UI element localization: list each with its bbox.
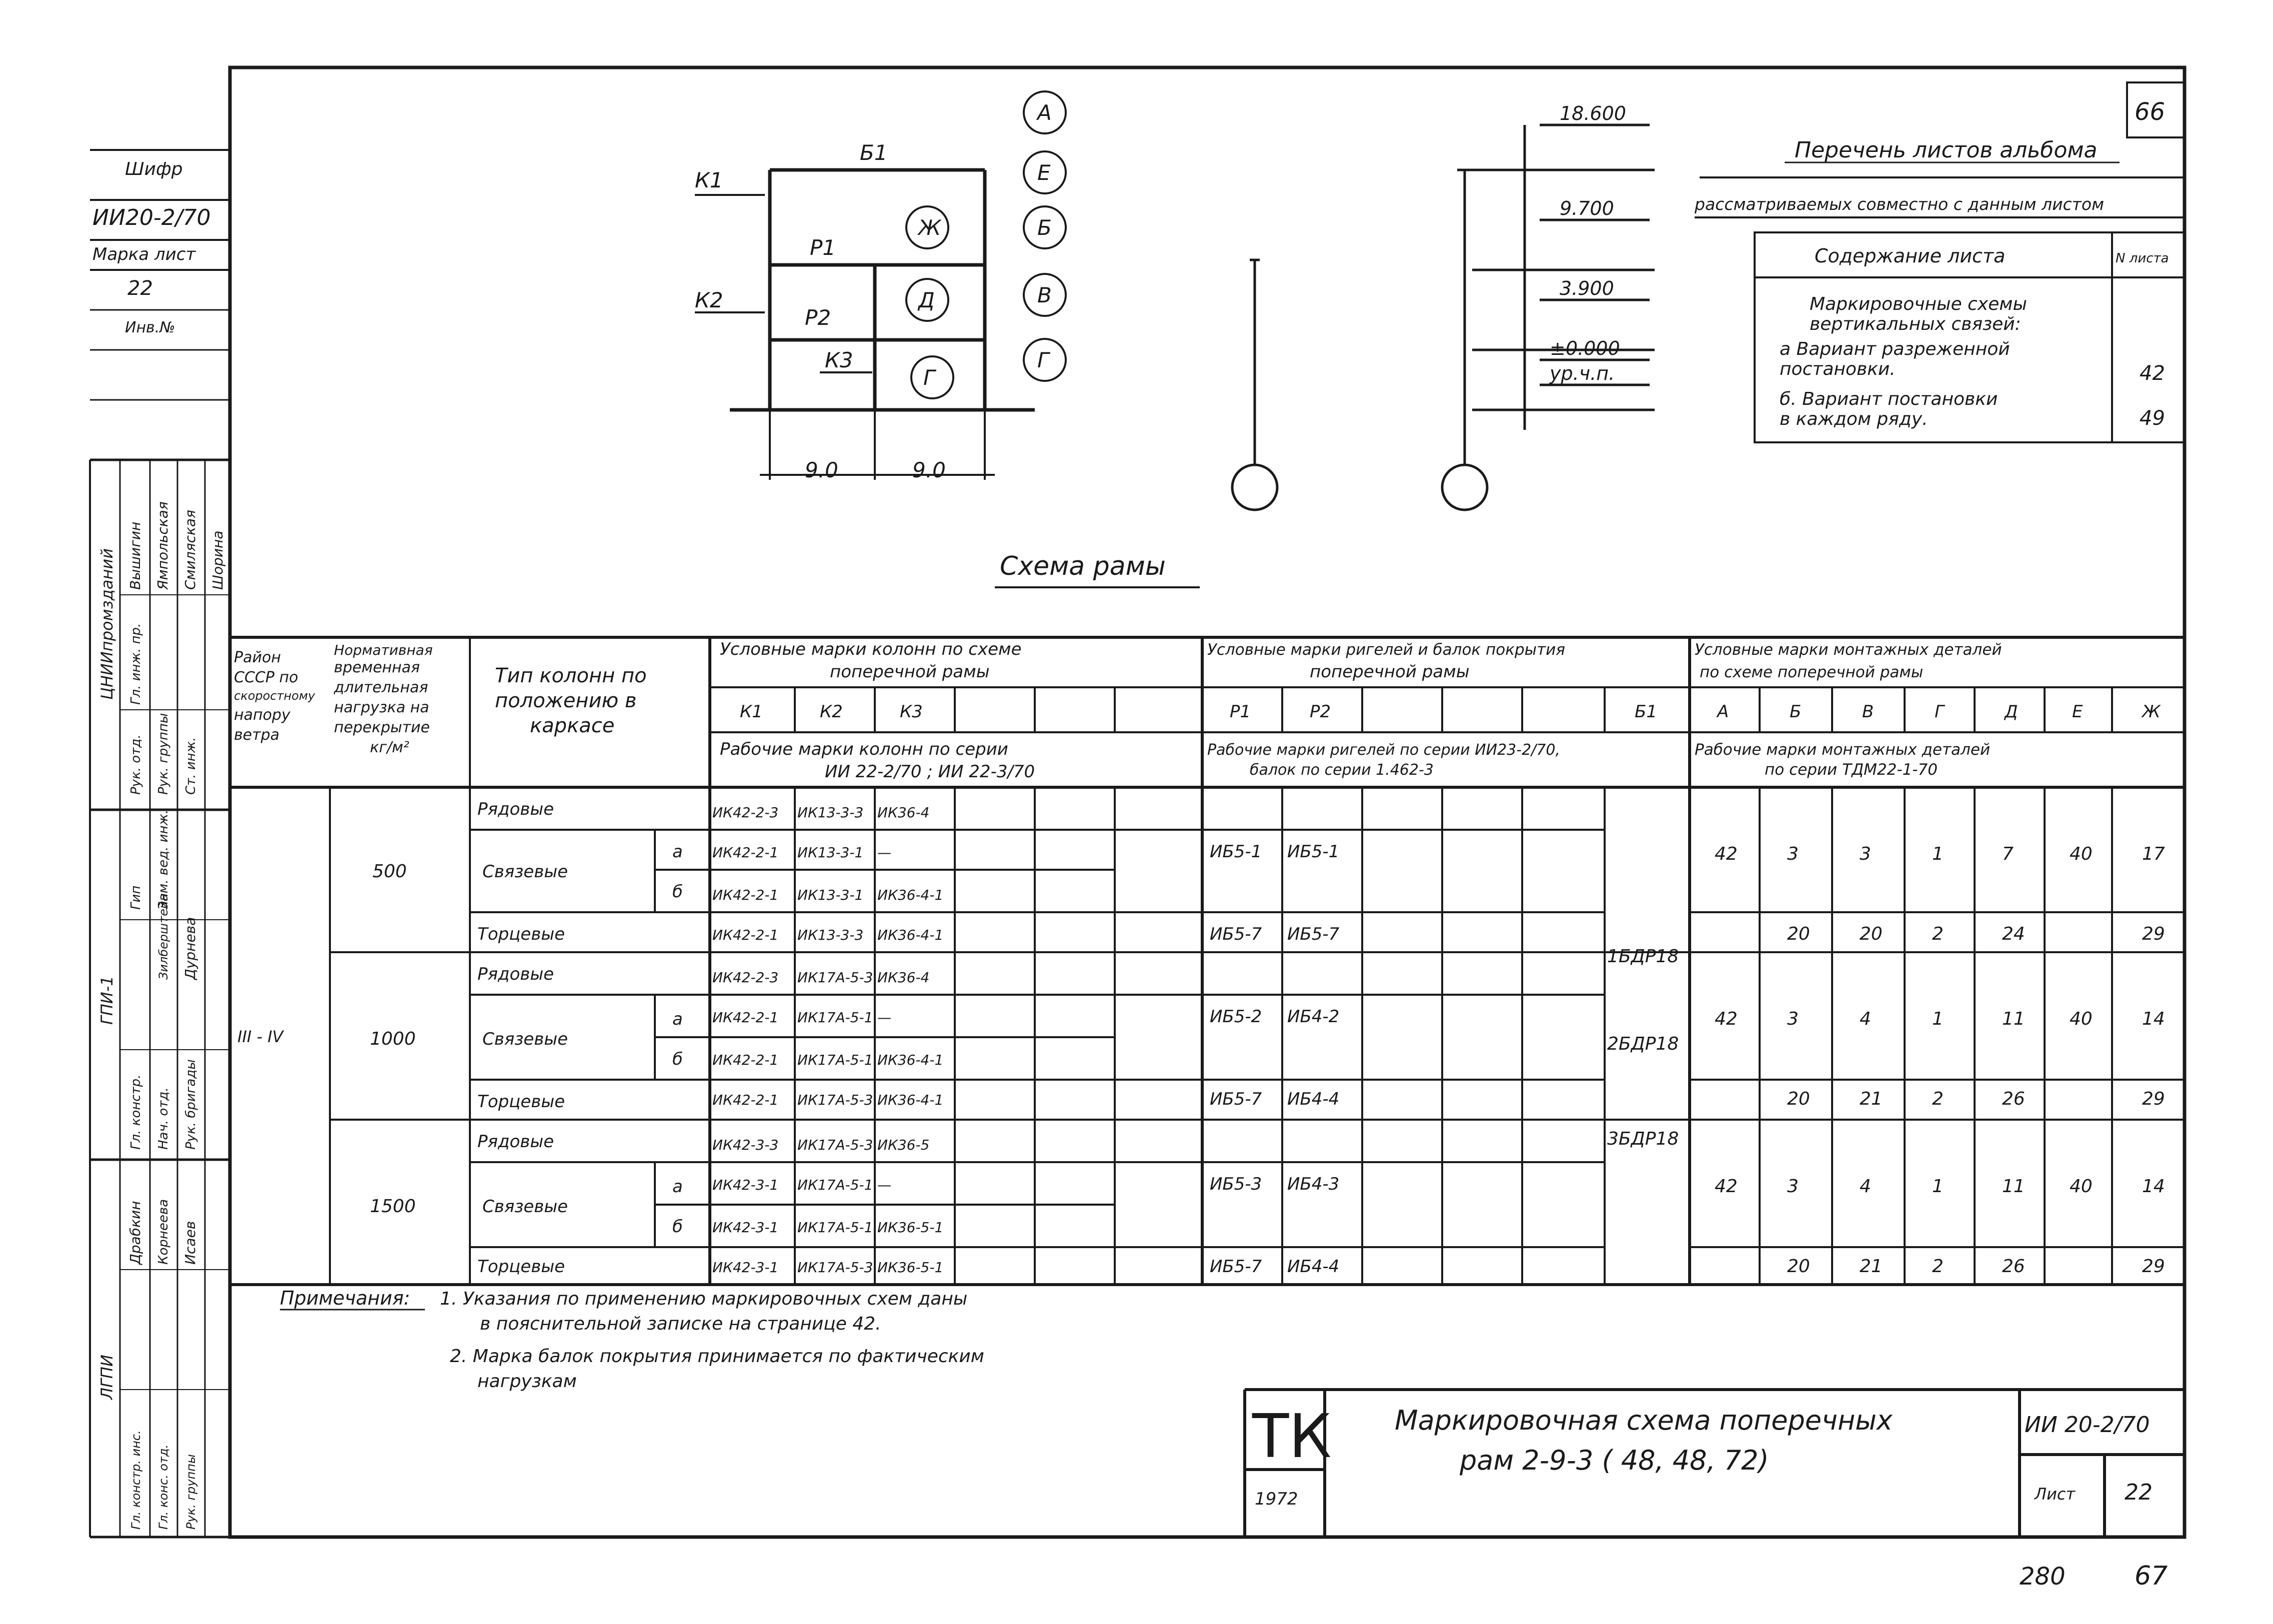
h-type-2: каркасе bbox=[530, 714, 615, 737]
h-col-0: Условные марки колонн по схеме bbox=[720, 639, 1022, 659]
h-load-3: нагрузка на bbox=[334, 699, 429, 716]
sheet-list-line-2: вертикальных связей: bbox=[1810, 314, 2021, 334]
detail-mark-cell: 14 bbox=[2142, 1009, 2165, 1029]
detail-mark-cell: 4 bbox=[1860, 1009, 1871, 1029]
h-det-sub-0: Рабочие марки монтажных деталей bbox=[1695, 741, 1991, 759]
type-brace-1: Связевые bbox=[482, 862, 568, 882]
column-mark-cell: — bbox=[877, 1177, 891, 1193]
detail-mark-cell: 20 bbox=[1787, 924, 1810, 944]
sheet-list-line-4: постановки. bbox=[1780, 359, 1896, 379]
elevation-4: ±0.000 bbox=[1550, 337, 1620, 359]
h-col-k1: К1 bbox=[740, 702, 763, 722]
h-col-sub-1: ИИ 22-2/70 ; ИИ 22-3/70 bbox=[825, 762, 1035, 782]
sheet-label: Лист bbox=[2035, 1485, 2076, 1504]
role-6: Зам. вед. инж. bbox=[156, 809, 171, 910]
name-1: Вышигин bbox=[127, 521, 143, 590]
h-load-5: кг/м² bbox=[370, 739, 409, 756]
page-number-bottom-struck: 280 bbox=[2020, 1563, 2066, 1591]
h-region-2: скоростному bbox=[234, 689, 315, 703]
h-beam-p2: Р2 bbox=[1310, 702, 1331, 722]
column-mark-cell: ИК42-3-3 bbox=[712, 1137, 779, 1153]
detail-mark-cell: 40 bbox=[2070, 1009, 2093, 1029]
org-1: ЦНИИпромзданий bbox=[97, 548, 116, 700]
h-beam-sub-1: балок по серии 1.462-3 bbox=[1250, 761, 1434, 779]
load-1000: 1000 bbox=[370, 1029, 416, 1049]
column-mark-cell: ИК36-4-1 bbox=[877, 1052, 944, 1068]
name-3: Смиляская bbox=[182, 510, 198, 590]
column-mark-cell: ИК17А-5-1 bbox=[797, 1052, 873, 1068]
axis-v: В bbox=[1037, 283, 1052, 307]
frame-diagram bbox=[730, 170, 1035, 410]
note-1a: 1. Указания по применению маркировочных схем даны bbox=[440, 1289, 968, 1309]
detail-mark-cell: 1 bbox=[1932, 1176, 1944, 1197]
detail-mark-cell: 1 bbox=[1932, 844, 1944, 864]
sheet-no: 22 bbox=[2125, 1480, 2153, 1505]
sheet-list-title-1: Перечень листов альбома bbox=[1795, 137, 2098, 163]
beam-mark-cell: ИБ4-4 bbox=[1287, 1089, 1340, 1109]
elevation-2: 9.700 bbox=[1560, 197, 1614, 219]
beam-mark-cell: ИБ5-1 bbox=[1210, 842, 1262, 862]
type-a-1: а bbox=[672, 842, 683, 862]
column-mark-cell: ИК42-2-1 bbox=[712, 1092, 779, 1108]
column-mark-cell: ИК36-4-1 bbox=[877, 927, 944, 943]
column-mark-cell: ИК36-4-1 bbox=[877, 1092, 944, 1108]
detail-mark-cell: 2 bbox=[1932, 1256, 1944, 1277]
h-col-k3: К3 bbox=[900, 702, 923, 722]
sheet-list-line-5: б. Вариант постановки bbox=[1780, 389, 1998, 409]
beam-mark-cell: ИБ5-3 bbox=[1210, 1174, 1262, 1194]
h-region-1: СССР по bbox=[234, 669, 298, 686]
detail-mark-cell: 29 bbox=[2142, 1256, 2165, 1277]
name-5: Зилберштейн bbox=[156, 893, 170, 980]
h-load-4: перекрытие bbox=[334, 719, 430, 736]
name-6: Дурнева bbox=[182, 917, 198, 980]
column-mark-cell: ИК36-5 bbox=[877, 1137, 930, 1153]
column-mark-cell: ИК42-3-1 bbox=[712, 1219, 779, 1236]
inv-label: Инв.№ bbox=[125, 319, 175, 336]
column-mark-cell: ИК17А-5-1 bbox=[797, 1177, 873, 1193]
beam-mark-cell: ИБ5-7 bbox=[1210, 924, 1262, 944]
h-det-1: по схеме поперечной рамы bbox=[1700, 663, 1924, 681]
note-2b: нагрузкам bbox=[477, 1371, 577, 1392]
type-brace-2: Связевые bbox=[482, 1029, 568, 1049]
detail-mark-cell: 20 bbox=[1787, 1089, 1810, 1109]
column-mark-cell: ИК13-3-1 bbox=[797, 844, 864, 861]
h-beam-1: поперечной рамы bbox=[1310, 662, 1470, 682]
role-8: Нач. отд. bbox=[156, 1087, 171, 1150]
sheet-list-line-1: Маркировочные схемы bbox=[1810, 294, 2027, 314]
h-det-sub-1: по серии ТДМ22-1-70 bbox=[1765, 761, 1938, 779]
type-b-1: б bbox=[672, 882, 683, 902]
h-det-d: Д bbox=[2005, 702, 2018, 722]
elevation-3: 3.900 bbox=[1560, 277, 1614, 299]
column-mark-cell: ИК13-3-3 bbox=[797, 804, 864, 821]
role-3: Рук. группы bbox=[156, 713, 171, 795]
sheet-list-title-2: рассматриваемых совместно с данным листом bbox=[1695, 194, 2104, 214]
detail-mark-cell: 26 bbox=[2002, 1256, 2025, 1277]
column-mark-cell: ИК13-3-3 bbox=[797, 927, 864, 943]
h-load-2: длительная bbox=[334, 679, 428, 696]
h-det-zh: Ж bbox=[2142, 702, 2161, 722]
type-row-1: Рядовые bbox=[477, 799, 554, 819]
role-9: Рук. бригады bbox=[183, 1059, 198, 1150]
drawing-title-2: рам 2-9-3 ( 48, 48, 72) bbox=[1460, 1445, 1769, 1476]
column-mark-cell: ИК17А-5-3 bbox=[797, 1259, 873, 1276]
sheet-list-no-a: 42 bbox=[2140, 362, 2165, 385]
org-3: ЛГПИ bbox=[97, 1355, 116, 1400]
detail-mark-cell: 11 bbox=[2002, 1176, 2025, 1197]
role-10: Гл. констр. инс. bbox=[129, 1430, 143, 1530]
h-det-e: Е bbox=[2072, 702, 2083, 722]
role-5: Гип bbox=[128, 885, 143, 910]
h-col-k2: К2 bbox=[820, 702, 843, 722]
detail-mark-cell: 42 bbox=[1715, 1009, 1738, 1029]
role-4: Ст. инж. bbox=[183, 737, 198, 795]
axis-g2: Г bbox=[1037, 348, 1049, 372]
h-region-4: ветра bbox=[234, 726, 280, 744]
stamp-year: 1972 bbox=[1255, 1489, 1298, 1509]
detail-mark-cell: 21 bbox=[1860, 1089, 1883, 1109]
detail-mark-cell: 26 bbox=[2002, 1089, 2025, 1109]
detail-mark-cell: 29 bbox=[2142, 924, 2165, 944]
span-2: 9.0 bbox=[912, 458, 946, 482]
beam-mark-cell: ИБ4-2 bbox=[1287, 1007, 1340, 1027]
name-4: Шорина bbox=[209, 530, 226, 590]
sheet-list-col-no: N листа bbox=[2116, 251, 2169, 266]
detail-mark-cell: 29 bbox=[2142, 1089, 2165, 1109]
h-beam-b1: Б1 bbox=[1635, 702, 1657, 722]
role-1: Рук. отд. bbox=[128, 734, 143, 795]
marka-value: 22 bbox=[127, 277, 153, 300]
h-beam-sub-0: Рабочие марки ригелей по серии ИИ23-2/70, bbox=[1207, 741, 1560, 759]
detail-mark-cell: 21 bbox=[1860, 1256, 1883, 1277]
name-2: Ямпольская bbox=[154, 501, 171, 590]
label-b1: Б1 bbox=[860, 140, 888, 165]
note-2a: 2. Марка балок покрытия принимается по фактическим bbox=[450, 1346, 984, 1367]
column-mark-cell: ИК42-2-3 bbox=[712, 969, 779, 986]
elevation-1: 18.600 bbox=[1560, 102, 1626, 124]
name-9: Исаев bbox=[182, 1221, 198, 1265]
sheet-list-line-3: а Вариант разреженной bbox=[1780, 339, 2010, 359]
series-code: ИИ 20-2/70 bbox=[2025, 1412, 2150, 1438]
detail-mark-cell: 20 bbox=[1860, 924, 1883, 944]
detail-mark-cell: 17 bbox=[2142, 844, 2165, 864]
label-k2: К2 bbox=[695, 288, 723, 312]
type-row-3: Рядовые bbox=[477, 1132, 554, 1152]
label-k3: К3 bbox=[825, 348, 853, 372]
detail-mark-cell: 7 bbox=[2002, 844, 2014, 864]
detail-mark-cell: 40 bbox=[2070, 844, 2093, 864]
column-mark-cell: ИК42-2-1 bbox=[712, 1052, 779, 1068]
sheet-list-col-content: Содержание листа bbox=[1815, 245, 2006, 267]
role-12: Рук. группы bbox=[184, 1454, 198, 1530]
sheet-list-no-b: 49 bbox=[2140, 407, 2165, 430]
column-mark-cell: ИК42-2-3 bbox=[712, 804, 779, 821]
column-mark-cell: ИК36-4 bbox=[877, 969, 930, 986]
load-500: 500 bbox=[372, 861, 407, 882]
h-type-1: положению в bbox=[495, 689, 637, 712]
page-number-bottom: 67 bbox=[2135, 1561, 2168, 1591]
type-end-1: Торцевые bbox=[477, 924, 565, 944]
column-mark-cell: ИК36-4-1 bbox=[877, 887, 944, 903]
label-p1: Р1 bbox=[810, 235, 836, 260]
detail-mark-cell: 14 bbox=[2142, 1176, 2165, 1197]
load-1500: 1500 bbox=[370, 1196, 416, 1217]
type-b-2: б bbox=[672, 1049, 683, 1069]
axis-a: А bbox=[1037, 100, 1052, 125]
org-2: ГПИ-1 bbox=[97, 976, 116, 1025]
type-row-2: Рядовые bbox=[477, 964, 554, 984]
note-1b: в пояснительной записке на странице 42. bbox=[480, 1314, 881, 1334]
shifr-label: Шифр bbox=[125, 159, 183, 179]
beam-mark-cell: ИБ5-7 bbox=[1287, 924, 1340, 944]
column-mark-cell: ИК17А-5-3 bbox=[797, 1137, 873, 1153]
span-1: 9.0 bbox=[805, 458, 838, 482]
drawing-title-1: Маркировочная схема поперечных bbox=[1395, 1405, 1893, 1436]
column-mark-cell: ИК42-3-1 bbox=[712, 1259, 779, 1276]
detail-mark-cell: 40 bbox=[2070, 1176, 2093, 1197]
stamp-code: ТК bbox=[1252, 1402, 1332, 1472]
h-type-0: Тип колонн по bbox=[495, 664, 647, 687]
sheet-list-line-6: в каждом ряду. bbox=[1780, 409, 1928, 429]
column-mark-cell: ИК42-2-1 bbox=[712, 844, 779, 861]
h-det-a: А bbox=[1717, 702, 1729, 722]
column-mark-cell: ИК42-2-1 bbox=[712, 927, 779, 943]
beam-mark-cell: ИБ4-3 bbox=[1287, 1174, 1340, 1194]
h-region-0: Район bbox=[234, 649, 281, 666]
detail-mark-cell: 4 bbox=[1860, 1176, 1871, 1197]
shifr-value: ИИ20-2/70 bbox=[92, 205, 211, 230]
notes-label: Примечания: bbox=[280, 1287, 410, 1309]
label-p2: Р2 bbox=[805, 305, 831, 330]
beam-mark-cell: ИБ4-4 bbox=[1287, 1257, 1340, 1277]
type-a-2: а bbox=[672, 1009, 683, 1029]
detail-mark-cell: 2 bbox=[1932, 924, 1944, 944]
type-end-2: Торцевые bbox=[477, 1092, 565, 1112]
column-mark-cell: ИК36-5-1 bbox=[877, 1259, 944, 1276]
marka-label: Марка лист bbox=[92, 244, 196, 264]
detail-mark-cell: 3 bbox=[1860, 844, 1871, 864]
h-col-sub-0: Рабочие марки колонн по серии bbox=[720, 739, 1008, 759]
column-mark-cell: ИК17А-5-3 bbox=[797, 969, 873, 986]
axis-b: Б bbox=[1037, 215, 1052, 240]
h-load-0: Нормативная bbox=[334, 642, 433, 658]
detail-mark-cell: 11 bbox=[2002, 1009, 2025, 1029]
detail-mark-cell: 3 bbox=[1787, 1176, 1799, 1197]
marking-table-grid bbox=[230, 637, 2185, 1285]
column-mark-cell: ИК17А-5-1 bbox=[797, 1009, 873, 1026]
column-mark-cell: — bbox=[877, 844, 891, 861]
type-brace-3: Связевые bbox=[482, 1197, 568, 1217]
detail-mark-cell: 24 bbox=[2002, 924, 2025, 944]
h-det-0: Условные марки монтажных деталей bbox=[1695, 641, 2002, 659]
type-end-3: Торцевые bbox=[477, 1257, 565, 1277]
axis-e: Е bbox=[1037, 160, 1051, 185]
h-det-b: Б bbox=[1790, 702, 1802, 722]
label-k1: К1 bbox=[695, 168, 723, 192]
role-2: Гл. инж. пр. bbox=[128, 623, 143, 705]
page-number-top: 66 bbox=[2135, 98, 2166, 126]
h-beam-p1: Р1 bbox=[1230, 702, 1251, 722]
beam-b1-2: 2БДР18 bbox=[1607, 1034, 1679, 1054]
column-mark-cell: ИК17А-5-3 bbox=[797, 1092, 873, 1108]
type-a-3: а bbox=[672, 1177, 683, 1197]
column-mark-cell: ИК36-4 bbox=[877, 804, 930, 821]
detail-mark-cell: 1 bbox=[1932, 1009, 1944, 1029]
role-11: Гл. конс. отд. bbox=[156, 1444, 170, 1530]
h-load-1: временная bbox=[334, 659, 420, 676]
beam-b1-3: 3БДР18 bbox=[1607, 1129, 1679, 1149]
detail-mark-cell: 42 bbox=[1715, 1176, 1738, 1197]
detail-mark-cell: 20 bbox=[1787, 1256, 1810, 1277]
column-mark-cell: ИК42-3-1 bbox=[712, 1177, 779, 1193]
detail-mark-cell: 42 bbox=[1715, 844, 1738, 864]
column-mark-cell: ИК13-3-1 bbox=[797, 887, 864, 903]
beam-b1-1: 1БДР18 bbox=[1607, 946, 1679, 967]
axis-zh: Ж bbox=[918, 215, 941, 240]
column-mark-cell: ИК42-2-1 bbox=[712, 887, 779, 903]
beam-mark-cell: ИБ5-7 bbox=[1210, 1089, 1262, 1109]
beam-mark-cell: ИБ5-2 bbox=[1210, 1007, 1262, 1027]
beam-mark-cell: ИБ5-7 bbox=[1210, 1257, 1262, 1277]
h-beam-0: Условные марки ригелей и балок покрытия bbox=[1207, 641, 1565, 659]
column-mark-cell: ИК17А-5-1 bbox=[797, 1219, 873, 1236]
detail-mark-cell: 3 bbox=[1787, 1009, 1799, 1029]
column-mark-cell: — bbox=[877, 1009, 891, 1026]
h-det-g: Г bbox=[1935, 702, 1944, 722]
h-det-v: В bbox=[1862, 702, 1874, 722]
type-b-3: б bbox=[672, 1217, 683, 1237]
name-7: Драбкин bbox=[127, 1201, 143, 1265]
region-value: III - IV bbox=[237, 1027, 283, 1046]
detail-mark-cell: 3 bbox=[1787, 844, 1799, 864]
diagram-title: Схема рамы bbox=[1000, 551, 1166, 581]
name-8: Корнеева bbox=[156, 1199, 171, 1265]
axis-d: Д bbox=[918, 288, 935, 312]
column-mark-cell: ИК42-2-1 bbox=[712, 1009, 779, 1026]
axis-g1: Г bbox=[923, 365, 935, 390]
role-7: Гл. констр. bbox=[128, 1074, 143, 1150]
h-col-1: поперечной рамы bbox=[830, 662, 990, 682]
h-region-3: напору bbox=[234, 706, 290, 724]
elevation-5: ур.ч.п. bbox=[1550, 362, 1615, 384]
detail-mark-cell: 2 bbox=[1932, 1089, 1944, 1109]
column-mark-cell: ИК36-5-1 bbox=[877, 1219, 944, 1236]
beam-mark-cell: ИБ5-1 bbox=[1287, 842, 1340, 862]
